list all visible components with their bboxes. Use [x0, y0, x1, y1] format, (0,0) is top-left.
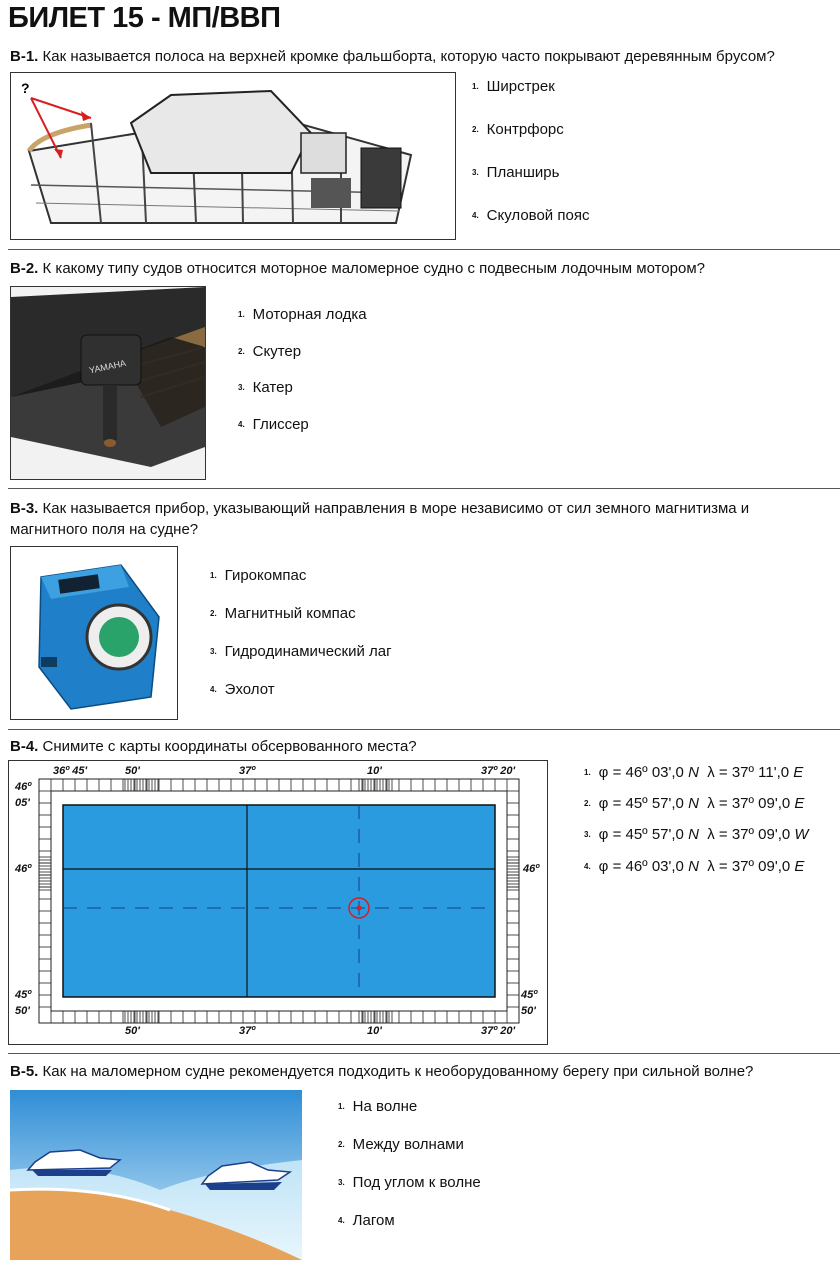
q3-option-1[interactable]: $^{1.}$ Гирокомпас — [210, 567, 307, 584]
question-number: В-3. — [10, 500, 39, 517]
question-2 — [10, 258, 705, 279]
map-label-right-2: 45º — [521, 989, 538, 1001]
question-number: В-5. — [10, 1063, 39, 1080]
motor-boat-image — [10, 286, 206, 480]
question-text: Как на маломерном судне рекомендуется подходить к необорудованному берегу при сильной волне? — [42, 1063, 754, 1080]
nautical-chart — [8, 760, 548, 1045]
q2-option-1[interactable]: $^{1.}$ Моторная лодка — [238, 306, 367, 323]
map-label-bottom-4: 37º 20' — [481, 1025, 516, 1037]
q4-option-1[interactable]: $^{1.}$ φ = 46º 03',0 N λ = 37º 11',0 E — [584, 764, 804, 781]
q3-option-4[interactable]: $^{4.}$ Эхолот — [210, 681, 275, 698]
q1-option-4[interactable]: $^{4.}$ Скуловой пояс — [472, 207, 590, 224]
map-label-right-3: 50' — [521, 1005, 536, 1017]
question-text: Как называется полоса на верхней кромке фальшборта, которую часто покрывают деревянным брусом? — [42, 48, 775, 65]
q1-option-2[interactable]: $^{2.}$ Контрфорс — [472, 121, 564, 138]
map-label-left-4: 45º — [15, 989, 32, 1001]
gyrocompass-image — [10, 546, 178, 720]
divider — [8, 249, 840, 250]
ticket-title: БИЛЕТ 15 - МП/ВВП — [8, 2, 281, 34]
map-label-right-1: 46º — [523, 863, 540, 875]
q2-option-3[interactable]: $^{3.}$ Катер — [238, 379, 293, 396]
question-text-line2: магнитного поля на судне? — [10, 521, 199, 538]
divider — [8, 488, 840, 489]
question-5 — [10, 1061, 753, 1082]
q3-option-2[interactable]: $^{2.}$ Магнитный компас — [210, 605, 356, 622]
question-text: Как называется прибор, указывающий направления в море независимо от сил земного магнитизма и — [42, 500, 750, 517]
map-label-bottom-3: 10' — [367, 1025, 382, 1037]
q1-option-3[interactable]: $^{3.}$ Планширь — [472, 164, 560, 181]
map-label-bottom-1: 50' — [125, 1025, 140, 1037]
q4-option-4[interactable]: $^{4.}$ φ = 46º 03',0 N λ = 37º 09',0 E — [584, 858, 805, 875]
question-4 — [10, 736, 417, 757]
map-label-top-2: 50' — [125, 765, 140, 777]
hull-frame-image — [10, 72, 456, 240]
q5-option-3[interactable]: $^{3.}$ Под углом к волне — [338, 1174, 481, 1191]
q3-option-3[interactable]: $^{3.}$ Гидродинамический лаг — [210, 643, 392, 660]
q4-option-2[interactable]: $^{2.}$ φ = 45º 57',0 N λ = 37º 09',0 E — [584, 795, 805, 812]
annotation-question-mark: ? — [21, 80, 30, 96]
divider — [8, 1053, 840, 1054]
question-number: В-4. — [10, 738, 39, 755]
map-label-top-5: 37º 20' — [481, 765, 516, 777]
map-label-top-1: 36º 45' — [53, 765, 88, 777]
q1-option-1[interactable]: $^{1.}$ Ширстрек — [472, 78, 555, 95]
q2-option-2[interactable]: $^{2.}$ Скутер — [238, 343, 302, 360]
question-text: Снимите с карты координаты обсервованного места? — [42, 738, 417, 755]
map-label-bottom-2: 37º — [239, 1025, 256, 1037]
divider — [8, 729, 840, 730]
question-text: К какому типу судов относится моторное маломерное судно с подвесным лодочным мотором? — [42, 260, 705, 277]
q5-option-2[interactable]: $^{2.}$ Между волнами — [338, 1136, 464, 1153]
question-3 — [10, 498, 749, 540]
yamaha-brand-text: YAMAHA — [88, 357, 127, 376]
map-label-left-2: 05' — [15, 797, 30, 809]
question-number: В-1. — [10, 48, 39, 65]
map-label-left-1: 46º — [15, 781, 32, 793]
map-label-top-4: 10' — [367, 765, 382, 777]
question-number: В-2. — [10, 260, 39, 277]
waves-shore-image — [10, 1090, 302, 1260]
question-1 — [10, 46, 775, 67]
q4-option-3[interactable]: $^{3.}$ φ = 45º 57',0 N λ = 37º 09',0 W — [584, 826, 809, 843]
map-label-top-3: 37º — [239, 765, 256, 777]
q5-option-4[interactable]: $^{4.}$ Лагом — [338, 1212, 395, 1229]
q2-option-4[interactable]: $^{4.}$ Глиссер — [238, 416, 309, 433]
q5-option-1[interactable]: $^{1.}$ На волне — [338, 1098, 418, 1115]
map-label-left-3: 46º — [15, 863, 32, 875]
map-label-left-5: 50' — [15, 1005, 30, 1017]
